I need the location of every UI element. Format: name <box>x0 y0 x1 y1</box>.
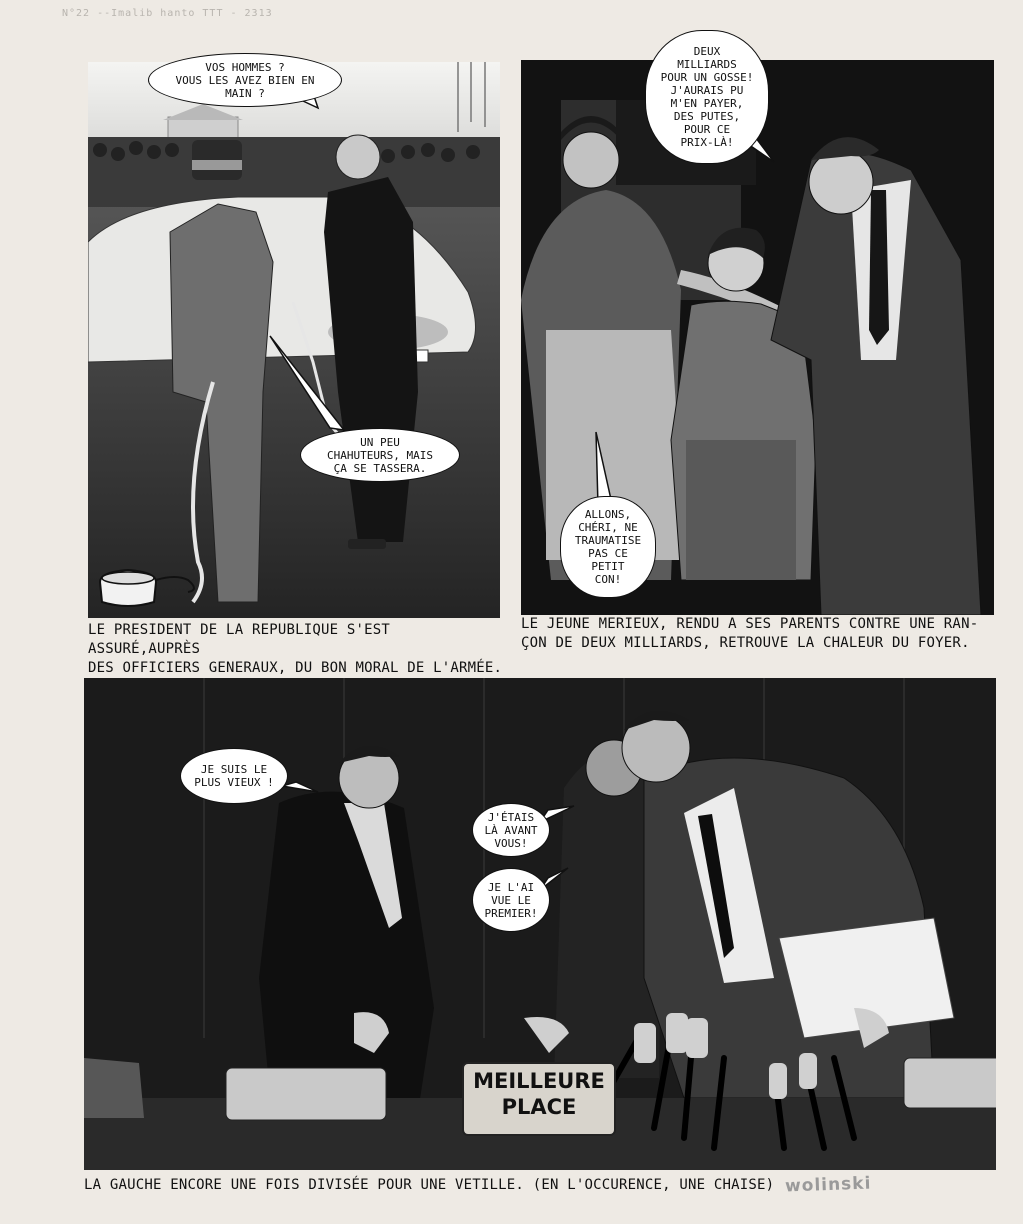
speech-bubble-father: DEUX MILLIARDS POUR UN GOSSE! J'AURAIS PU M'EN PAYER, DES PUTES, POUR CE PRIX-LÀ! <box>645 30 769 164</box>
caption-panel-1: LE PRESIDENT DE LA REPUBLIQUE S'EST ASSURÉ,AUPRÈS DES OFFICIERS GENERAUX, DU BON MORAL DE L'ARMÉE. <box>88 622 503 676</box>
speech-bubble-mother: ALLONS, CHÉRI, NE TRAUMATISE PAS CE PETIT CON! <box>560 496 656 598</box>
speech-bubble-general: UN PEU CHAHUTEURS, MAIS ÇA SE TASSERA. <box>300 428 460 482</box>
caption-panel-3: LA GAUCHE ENCORE UNE FOIS DIVISÉE POUR UNE VETILLE. (EN L'OCCURENCE, UNE CHAISE) <box>84 1177 775 1193</box>
speech-bubble-fabre: JE L'AI VUE LE PREMIER! <box>472 868 550 932</box>
speech-bubble-marchais: J'ÉTAIS LÀ AVANT VOUS! <box>472 803 550 857</box>
speech-bubble-president: VOS HOMMES ? VOUS LES AVEZ BIEN EN MAIN ? <box>148 53 342 107</box>
artist-signature: wolinski <box>784 1173 872 1197</box>
page-header-text: N°22 --Imalib hanto TTT - 2313 <box>62 8 273 19</box>
best-seat-sign: MEILLEURE PLACE <box>462 1062 616 1136</box>
caption-panel-2: LE JEUNE MERIEUX, RENDU A SES PARENTS CONTRE UNE RAN- ÇON DE DEUX MILLIARDS, RETROUVE LA CHALEUR DU FOYER. <box>521 616 979 651</box>
speech-bubble-mitterrand: JE SUIS LE PLUS VIEUX ! <box>180 748 288 804</box>
